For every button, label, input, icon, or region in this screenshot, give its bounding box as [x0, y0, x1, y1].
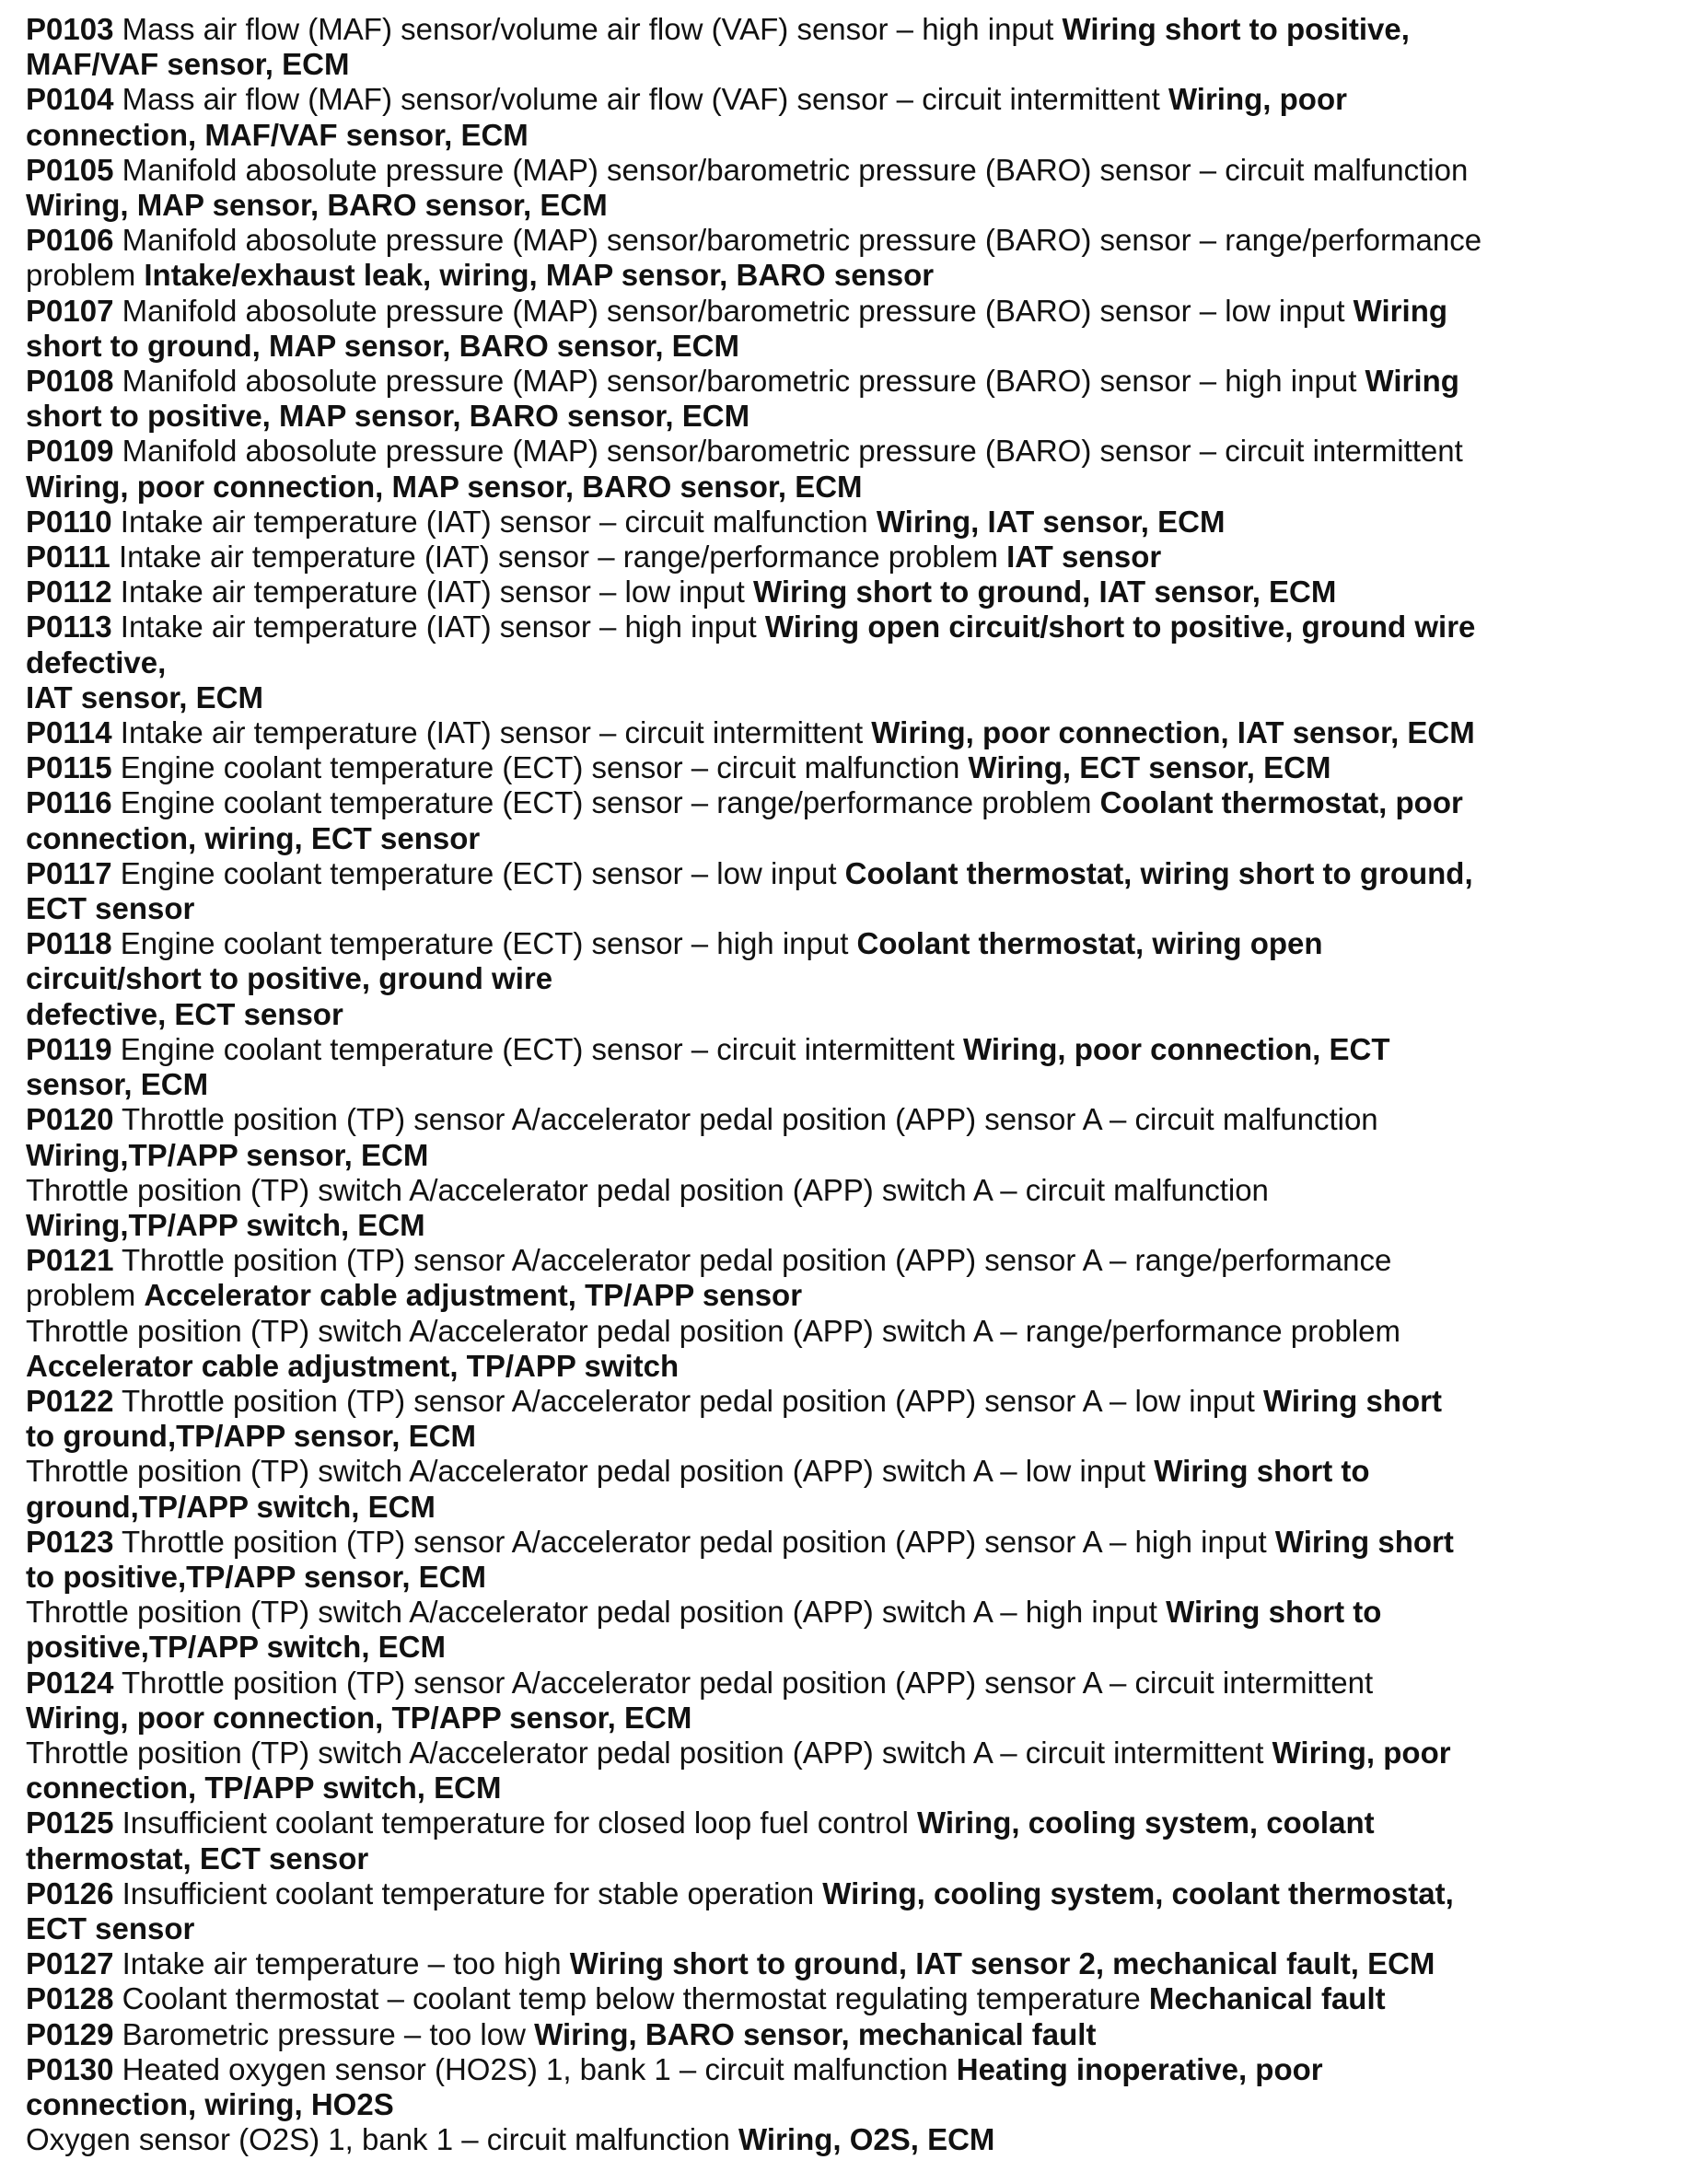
fault-description: Manifold abosolute pressure (MAP) sensor/barometric pressure (BARO) sensor – high input: [113, 364, 1365, 399]
text-line: [26, 118, 1701, 153]
text-line: [26, 258, 1701, 293]
text-line: [26, 1243, 1701, 1278]
fault-description: Engine coolant temperature (ECT) sensor – high input: [111, 926, 857, 961]
text-line: [26, 1701, 1701, 1736]
fault-causes: Wiring,TP/APP switch, ECM: [26, 1207, 425, 1242]
fault-description: Throttle position (TP) switch A/accelerator pedal position (APP) switch A – low input: [26, 1454, 1155, 1489]
fault-description: Throttle position (TP) sensor A/accelerator pedal position (APP) sensor A – circuit malfunction: [113, 1102, 1378, 1137]
text-line: [26, 610, 1701, 644]
fault-causes: Wiring open circuit/short to positive, ground wire: [764, 610, 1476, 644]
fault-description: Manifold abosolute pressure (MAP) sensor/barometric pressure (BARO) sensor – range/performance: [113, 223, 1482, 258]
fault-causes: Wiring short: [1262, 1383, 1442, 1418]
fault-code: P0128: [26, 1981, 114, 2016]
fault-causes: defective,: [26, 644, 167, 679]
fault-code: P0106: [26, 223, 114, 258]
fault-description: Throttle position (TP) sensor A/accelerator pedal position (APP) sensor A – high input: [113, 1524, 1275, 1559]
fault-causes: Wiring, IAT sensor, ECM: [876, 504, 1226, 539]
fault-description: Throttle position (TP) sensor A/accelerator pedal position (APP) sensor A – circuit intermittent: [113, 1665, 1374, 1700]
fault-code: P0125: [26, 1806, 114, 1840]
fault-description: Oxygen sensor (O2S) 1, bank 1 – circuit malfunction: [26, 2122, 739, 2157]
fault-description: Mass air flow (MAF) sensor/volume air flow (VAF) sensor – high input: [113, 12, 1063, 46]
fault-causes: to ground,TP/APP sensor, ECM: [26, 1419, 476, 1454]
fault-causes: MAF/VAF sensor, ECM: [26, 47, 350, 82]
fault-description: Intake air temperature (IAT) sensor – range/performance problem: [110, 540, 1007, 575]
fault-description: Throttle position (TP) switch A/accelerator pedal position (APP) switch A – circuit intermittent: [26, 1735, 1272, 1770]
fault-causes: to positive,TP/APP sensor, ECM: [26, 1559, 487, 1594]
text-line: [26, 1173, 1701, 1208]
fault-causes: sensor, ECM: [26, 1067, 209, 1102]
fault-code: P0122: [26, 1383, 114, 1418]
fault-causes: Heating inoperative, poor: [956, 2051, 1323, 2086]
text-line: [26, 785, 1701, 820]
fault-code: P0124: [26, 1665, 114, 1700]
fault-description: Intake air temperature – too high: [113, 1946, 570, 1981]
fault-description: Throttle position (TP) switch A/accelerator pedal position (APP) switch A – high input: [26, 1595, 1167, 1630]
text-line: [26, 153, 1701, 188]
fault-causes: connection, MAF/VAF sensor, ECM: [26, 117, 529, 152]
fault-causes: short to positive, MAP sensor, BARO sensor, ECM: [26, 399, 750, 434]
text-line: [26, 434, 1701, 469]
fault-causes: connection, wiring, HO2S: [26, 2086, 394, 2121]
fault-causes: Wiring: [1353, 293, 1448, 328]
text-line: [26, 1278, 1701, 1313]
fault-description: Intake air temperature (IAT) sensor – low input: [111, 575, 753, 610]
text-line: [26, 399, 1701, 434]
text-line: [26, 1666, 1701, 1701]
text-line: [26, 926, 1701, 961]
text-line: [26, 821, 1701, 856]
fault-code: P0104: [26, 82, 114, 117]
fault-causes: connection, wiring, ECT sensor: [26, 820, 481, 855]
fault-description: problem: [26, 1278, 145, 1313]
fault-causes: Wiring, cooling system, coolant: [917, 1806, 1375, 1840]
text-line: [26, 1138, 1701, 1173]
text-line: [26, 1771, 1701, 1806]
fault-code: P0119: [26, 1031, 112, 1066]
fault-causes: Wiring, poor connection, TP/APP sensor, ECM: [26, 1700, 692, 1735]
text-line: [26, 540, 1701, 575]
fault-causes: Mechanical fault: [1148, 1981, 1386, 2016]
text-line: [26, 294, 1701, 329]
fault-code: P0108: [26, 364, 114, 399]
text-line: [26, 1102, 1701, 1137]
fault-causes: short to ground, MAP sensor, BARO sensor, ECM: [26, 328, 739, 363]
fault-code: P0130: [26, 2051, 114, 2086]
fault-code: P0109: [26, 434, 114, 469]
fault-causes: Coolant thermostat, poor: [1099, 785, 1463, 820]
fault-code: P0111: [26, 540, 110, 575]
fault-description: Manifold abosolute pressure (MAP) sensor/barometric pressure (BARO) sensor – circuit intermittent: [113, 434, 1463, 469]
fault-description: Engine coolant temperature (ECT) sensor – circuit intermittent: [111, 1031, 963, 1066]
fault-causes: Wiring, cooling system, coolant thermostat,: [822, 1875, 1454, 1910]
fault-code: P0103: [26, 12, 114, 46]
text-line: [26, 1067, 1701, 1102]
fault-causes: Accelerator cable adjustment, TP/APP switch: [26, 1348, 680, 1383]
fault-causes: Wiring short: [1274, 1524, 1454, 1559]
text-line: [26, 1384, 1701, 1419]
fault-causes: Wiring, poor connection, IAT sensor, ECM: [871, 715, 1475, 750]
fault-causes: ECT sensor: [26, 1910, 195, 1945]
text-line: [26, 2087, 1701, 2122]
text-line: [26, 1630, 1701, 1665]
fault-causes: Wiring short to positive,: [1062, 12, 1410, 46]
fault-causes: IAT sensor, ECM: [26, 679, 263, 714]
text-line: [26, 1841, 1701, 1876]
fault-description: Engine coolant temperature (ECT) sensor – circuit malfunction: [111, 750, 969, 785]
fault-description: Throttle position (TP) sensor A/accelerator pedal position (APP) sensor A – low input: [113, 1383, 1263, 1418]
fault-causes: positive,TP/APP switch, ECM: [26, 1630, 446, 1665]
text-line: [26, 82, 1701, 117]
fault-causes: Wiring, poor: [1272, 1735, 1451, 1770]
fault-code: P0116: [26, 785, 112, 820]
fault-causes: Wiring, MAP sensor, BARO sensor, ECM: [26, 188, 608, 223]
text-line: [26, 505, 1701, 540]
fault-causes: Wiring, BARO sensor, mechanical fault: [534, 2016, 1097, 2051]
fault-causes: connection, TP/APP switch, ECM: [26, 1771, 502, 1806]
text-line: [26, 329, 1701, 364]
fault-code: P0129: [26, 2016, 114, 2051]
text-line: [26, 1911, 1701, 1946]
fault-code: P0118: [26, 926, 112, 961]
fault-causes: Wiring short to: [1154, 1454, 1370, 1489]
text-line: [26, 1490, 1701, 1525]
fault-description: Throttle position (TP) sensor A/accelerator pedal position (APP) sensor A – range/performance: [113, 1243, 1392, 1278]
fault-description: Manifold abosolute pressure (MAP) sensor/barometric pressure (BARO) sensor – low input: [113, 293, 1354, 328]
fault-description: Throttle position (TP) switch A/accelerator pedal position (APP) switch A – circuit malfunction: [26, 1172, 1269, 1207]
text-line: [26, 1314, 1701, 1349]
text-line: [26, 750, 1701, 785]
fault-code: P0113: [26, 610, 112, 644]
fault-description: Heated oxygen sensor (HO2S) 1, bank 1 – circuit malfunction: [113, 2051, 957, 2086]
text-line: [26, 1560, 1701, 1595]
fault-code: P0126: [26, 1875, 114, 1910]
fault-description: Insufficient coolant temperature for stable operation: [113, 1875, 823, 1910]
text-line: [26, 1946, 1701, 1981]
text-line: [26, 12, 1701, 47]
fault-causes: Wiring short to: [1166, 1595, 1382, 1630]
fault-causes: Wiring, poor connection, ECT: [963, 1031, 1390, 1066]
text-line: [26, 1806, 1701, 1840]
text-line: [26, 1981, 1701, 2016]
text-line: [26, 1419, 1701, 1454]
text-line: [26, 680, 1701, 715]
text-line: [26, 47, 1701, 82]
text-line: [26, 364, 1701, 399]
fault-description: Engine coolant temperature (ECT) sensor – low input: [111, 855, 845, 890]
text-line: [26, 1876, 1701, 1911]
fault-causes: ground,TP/APP switch, ECM: [26, 1489, 436, 1524]
text-line: [26, 470, 1701, 505]
text-line: [26, 2052, 1701, 2087]
text-line: [26, 1208, 1701, 1243]
fault-description: Mass air flow (MAF) sensor/volume air flow (VAF) sensor – circuit intermittent: [113, 82, 1168, 117]
text-line: [26, 575, 1701, 610]
fault-code: P0120: [26, 1102, 114, 1137]
fault-description: problem: [26, 258, 145, 293]
fault-description: Engine coolant temperature (ECT) sensor – range/performance problem: [111, 785, 1100, 820]
text-line: [26, 1349, 1701, 1384]
fault-causes: Wiring, poor: [1168, 82, 1347, 117]
fault-causes: Wiring short to ground, IAT sensor 2, mechanical fault, ECM: [569, 1946, 1435, 1981]
fault-code: P0107: [26, 293, 114, 328]
fault-causes: ECT sensor: [26, 891, 195, 926]
fault-causes: Wiring,TP/APP sensor, ECM: [26, 1137, 429, 1172]
fault-causes: Wiring, O2S, ECM: [738, 2122, 995, 2157]
fault-causes: Coolant thermostat, wiring open: [856, 926, 1323, 961]
text-line: [26, 223, 1701, 258]
fault-description: Barometric pressure – too low: [113, 2016, 535, 2051]
text-line: [26, 645, 1701, 680]
fault-causes: IAT sensor: [1006, 540, 1162, 575]
fault-code: P0114: [26, 715, 112, 750]
fault-causes: Wiring short to ground, IAT sensor, ECM: [752, 575, 1337, 610]
fault-causes: Wiring, ECT sensor, ECM: [968, 750, 1331, 785]
fault-causes: Coolant thermostat, wiring short to ground,: [844, 855, 1473, 890]
text-line: [26, 2122, 1701, 2157]
fault-description: Intake air temperature (IAT) sensor – high input: [111, 610, 765, 644]
fault-description: Throttle position (TP) switch A/accelerator pedal position (APP) switch A – range/performance problem: [26, 1313, 1401, 1348]
text-line: [26, 1454, 1701, 1489]
fault-causes: Accelerator cable adjustment, TP/APP sensor: [144, 1278, 803, 1313]
fault-code: P0115: [26, 750, 112, 785]
fault-code: P0121: [26, 1243, 114, 1278]
fault-code: P0112: [26, 575, 112, 610]
text-line: [26, 997, 1701, 1032]
text-line: [26, 1736, 1701, 1771]
text-line: [26, 715, 1701, 750]
fault-description: Intake air temperature (IAT) sensor – circuit malfunction: [111, 504, 877, 539]
fault-description: Insufficient coolant temperature for closed loop fuel control: [113, 1806, 917, 1840]
text-line: [26, 856, 1701, 891]
text-line: [26, 188, 1701, 223]
text-line: [26, 1595, 1701, 1630]
text-line: [26, 961, 1701, 996]
text-line: [26, 891, 1701, 926]
fault-code: P0123: [26, 1524, 114, 1559]
fault-description: Intake air temperature (IAT) sensor – circuit intermittent: [111, 715, 872, 750]
fault-code: P0105: [26, 152, 114, 187]
fault-causes: circuit/short to positive, ground wire: [26, 961, 553, 996]
fault-causes: Intake/exhaust leak, wiring, MAP sensor, BARO sensor: [144, 258, 935, 293]
fault-causes: Wiring: [1365, 364, 1459, 399]
fault-causes: defective, ECT sensor: [26, 996, 343, 1031]
dtc-list: [26, 12, 1701, 2157]
text-line: [26, 1032, 1701, 1067]
fault-code: P0110: [26, 504, 112, 539]
text-line: [26, 2017, 1701, 2052]
fault-code: P0117: [26, 855, 112, 890]
fault-causes: Wiring, poor connection, MAP sensor, BARO sensor, ECM: [26, 469, 863, 504]
fault-causes: thermostat, ECT sensor: [26, 1840, 369, 1875]
text-line: [26, 1525, 1701, 1560]
fault-description: Coolant thermostat – coolant temp below thermostat regulating temperature: [113, 1981, 1149, 2016]
fault-description: Manifold abosolute pressure (MAP) sensor/barometric pressure (BARO) sensor – circuit malfunction: [113, 152, 1469, 187]
fault-code: P0127: [26, 1946, 114, 1981]
